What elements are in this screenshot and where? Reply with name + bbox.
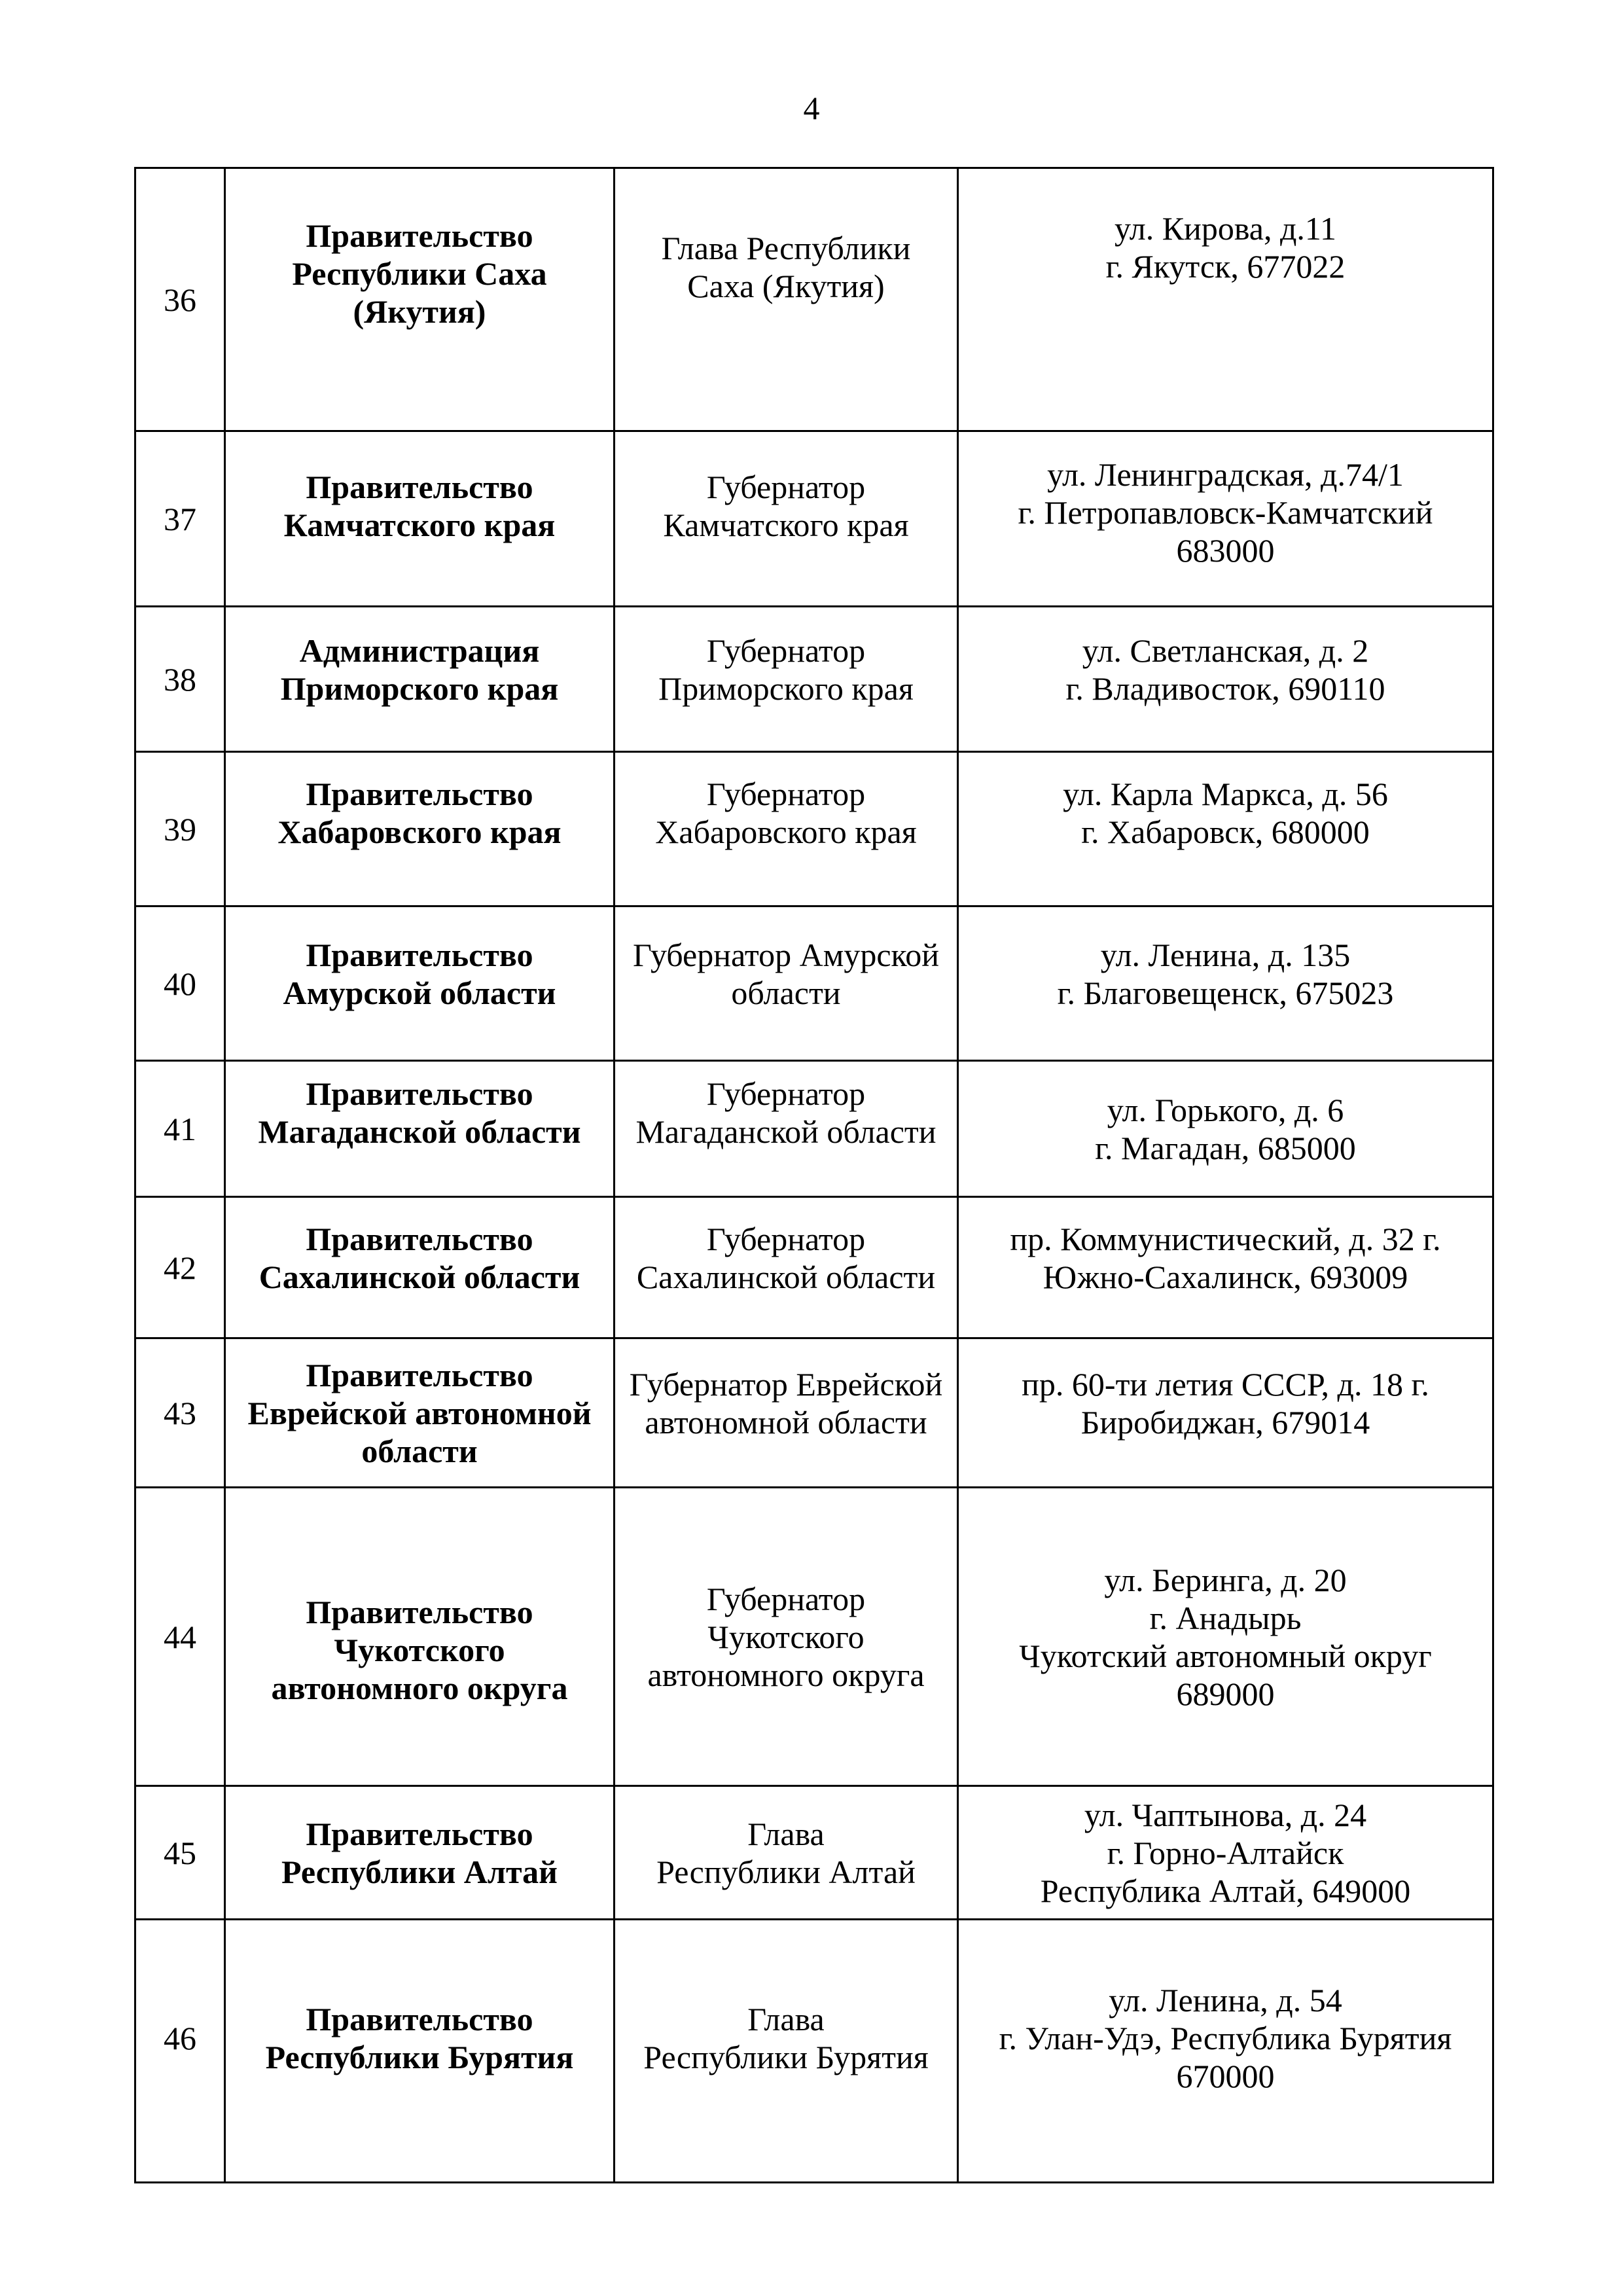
head-line: Сахалинской области <box>636 1258 936 1295</box>
address-cell <box>958 1488 1493 1786</box>
head-line: Губернатор Еврейской <box>629 1365 943 1403</box>
row-number: 41 <box>135 1061 225 1197</box>
row-number: 38 <box>135 607 225 752</box>
row-number: 44 <box>135 1488 225 1786</box>
table-row <box>135 906 1493 1061</box>
organization-cell <box>225 168 615 431</box>
row-number: 40 <box>135 906 225 1061</box>
organization-cell <box>225 607 615 752</box>
org-line: Правительство <box>306 217 533 254</box>
org-line: Чукотского <box>334 1631 505 1668</box>
org-line: Еврейской автономной <box>247 1394 592 1431</box>
address-line: г. Улан-Удэ, Республика Бурятия <box>999 2019 1452 2056</box>
head-line: Камчатского края <box>663 506 909 543</box>
org-line: Правительство <box>306 1356 533 1393</box>
head-line: области <box>731 974 841 1011</box>
address-line: пр. Коммунистический, д. 32 г. <box>1010 1220 1441 1257</box>
organization-cell <box>225 1061 615 1197</box>
org-line: Сахалинской области <box>259 1258 580 1295</box>
head-line: Приморского края <box>658 670 914 707</box>
address-cell <box>958 1920 1493 2183</box>
head-line: Глава <box>747 1815 825 1852</box>
head-line: Магаданской области <box>635 1113 936 1150</box>
head-line: Хабаровского края <box>655 813 917 850</box>
org-line: (Якутия) <box>353 293 486 330</box>
address-line: г. Хабаровск, 680000 <box>1081 813 1370 850</box>
head-cell <box>615 1488 958 1786</box>
org-line: Правительство <box>306 1593 533 1630</box>
address-line: Биробиджан, 679014 <box>1080 1403 1370 1441</box>
head-cell <box>615 906 958 1061</box>
row-number: 37 <box>135 431 225 607</box>
org-line: Республики Саха <box>292 255 547 292</box>
head-cell <box>615 1197 958 1338</box>
table-row <box>135 1920 1493 2183</box>
head-line: Губернатор Амурской <box>632 936 940 973</box>
address-line: г. Якутск, 677022 <box>1105 247 1346 285</box>
head-line: Глава Республики <box>661 229 911 266</box>
address-cell <box>958 168 1493 431</box>
address-line: г. Владивосток, 690110 <box>1065 670 1385 707</box>
head-cell <box>615 607 958 752</box>
row-number: 43 <box>135 1338 225 1488</box>
org-line: области <box>361 1432 478 1469</box>
address-line: ул. Чаптынова, д. 24 <box>1084 1796 1367 1833</box>
row-number: 36 <box>135 168 225 431</box>
organization-cell <box>225 1920 615 2183</box>
org-line: Приморского края <box>280 670 559 707</box>
head-line: Губернатор <box>706 468 866 505</box>
row-number: 42 <box>135 1197 225 1338</box>
head-cell <box>615 752 958 906</box>
organization-cell <box>225 1197 615 1338</box>
org-line: Правительство <box>306 1815 533 1852</box>
head-cell <box>615 1061 958 1197</box>
org-line: автономного округа <box>271 1669 568 1706</box>
organization-cell <box>225 1488 615 1786</box>
address-line: Южно-Сахалинск, 693009 <box>1043 1258 1408 1295</box>
address-line: пр. 60-ти летия СССР, д. 18 г. <box>1022 1365 1429 1403</box>
address-line: г. Магадан, 685000 <box>1095 1129 1356 1166</box>
head-line: Республики Алтай <box>656 1853 916 1890</box>
head-line: Губернатор <box>706 1580 866 1617</box>
head-line: автономного округа <box>647 1656 925 1693</box>
org-line: Амурской области <box>283 974 556 1011</box>
address-line: г. Петропавловск-Камчатский <box>1018 493 1433 531</box>
table-row <box>135 168 1493 431</box>
address-line: г. Анадырь <box>1149 1599 1302 1636</box>
address-line: ул. Беринга, д. 20 <box>1104 1561 1347 1598</box>
head-line: Саха (Якутия) <box>687 267 885 304</box>
table-row <box>135 1338 1493 1488</box>
address-line: Республика Алтай, 649000 <box>1040 1872 1411 1909</box>
org-line: Правительство <box>306 1075 533 1112</box>
address-line: ул. Карла Маркса, д. 56 <box>1063 775 1388 812</box>
org-line: Магаданской области <box>258 1113 581 1150</box>
address-cell <box>958 1197 1493 1338</box>
address-cell <box>958 607 1493 752</box>
head-line: Республики Бурятия <box>643 2038 929 2075</box>
head-line: Губернатор <box>706 1075 866 1112</box>
table-row <box>135 431 1493 607</box>
address-line: г. Горно-Алтайск <box>1107 1834 1344 1871</box>
table-row <box>135 1061 1493 1197</box>
row-number: 39 <box>135 752 225 906</box>
organization-cell <box>225 1786 615 1920</box>
table-row <box>135 1197 1493 1338</box>
head-line: Губернатор <box>706 775 866 812</box>
address-line: ул. Ленина, д. 54 <box>1109 1981 1342 2018</box>
government-contacts-table <box>134 167 1494 2183</box>
organization-cell <box>225 906 615 1061</box>
head-line: Губернатор <box>706 632 866 669</box>
head-line: автономной области <box>645 1403 927 1441</box>
org-line: Правительство <box>306 936 533 973</box>
address-line: ул. Светланская, д. 2 <box>1082 632 1369 669</box>
head-line: Губернатор <box>706 1220 866 1257</box>
address-line: 689000 <box>1176 1675 1275 1712</box>
table-row <box>135 1786 1493 1920</box>
org-line: Правительство <box>306 468 533 505</box>
org-line: Республики Бурятия <box>265 2038 574 2075</box>
table-row <box>135 1488 1493 1786</box>
row-number: 45 <box>135 1786 225 1920</box>
org-line: Камчатского края <box>283 506 556 543</box>
address-line: ул. Ленина, д. 135 <box>1100 936 1351 973</box>
address-line: Чукотский автономный округ <box>1019 1637 1432 1674</box>
address-line: 683000 <box>1176 531 1275 569</box>
address-line: ул. Кирова, д.11 <box>1114 209 1337 247</box>
table-row <box>135 752 1493 906</box>
address-cell <box>958 1786 1493 1920</box>
address-cell <box>958 906 1493 1061</box>
address-line: г. Благовещенск, 675023 <box>1057 974 1394 1011</box>
org-line: Хабаровского края <box>277 813 562 850</box>
org-line: Правительство <box>306 2000 533 2037</box>
address-cell <box>958 752 1493 906</box>
address-cell <box>958 1061 1493 1197</box>
address-cell <box>958 431 1493 607</box>
head-cell <box>615 1338 958 1488</box>
org-line: Администрация <box>299 632 540 669</box>
page-number: 4 <box>803 90 820 126</box>
head-line: Чукотского <box>707 1618 865 1655</box>
org-line: Правительство <box>306 1220 533 1257</box>
org-line: Республики Алтай <box>281 1853 558 1890</box>
head-line: Глава <box>747 2000 825 2037</box>
organization-cell <box>225 752 615 906</box>
organization-cell <box>225 431 615 607</box>
organization-cell <box>225 1338 615 1488</box>
table-row <box>135 607 1493 752</box>
address-line: ул. Ленинградская, д.74/1 <box>1047 456 1404 493</box>
address-cell <box>958 1338 1493 1488</box>
head-cell <box>615 168 958 431</box>
head-cell <box>615 431 958 607</box>
address-line: 670000 <box>1176 2057 1275 2094</box>
head-cell <box>615 1920 958 2183</box>
address-line: ул. Горького, д. 6 <box>1107 1091 1344 1128</box>
head-cell <box>615 1786 958 1920</box>
org-line: Правительство <box>306 775 533 812</box>
row-number: 46 <box>135 1920 225 2183</box>
